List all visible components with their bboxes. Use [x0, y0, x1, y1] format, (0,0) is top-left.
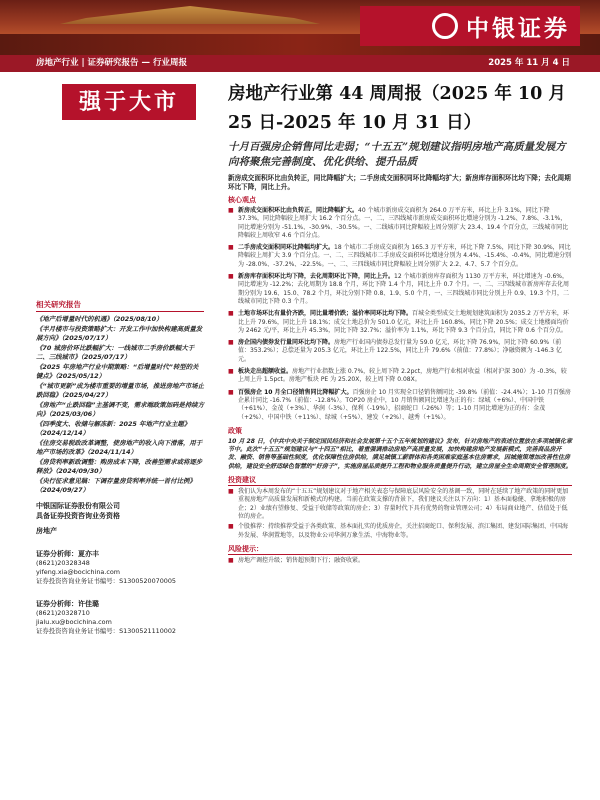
rating-badge: 强于大市 [62, 84, 196, 120]
analyst-email[interactable]: yifeng.xia@bocichina.com [36, 568, 120, 576]
related-item[interactable]: 《半月楼市与投资策略扩大：开发工作中加快构建高质量发展方向》（2025/07/17） [36, 325, 203, 342]
main-content [228, 80, 572, 567]
company-name: 中银国际证券股份有限公司 具备证券投资咨询业务资格 [36, 502, 120, 520]
invest-item: ■ 个股推荐：持续推荐受益于各类政策、基本面扎实的优质房企，关注招商蛇口、保利发展、滨江集团、建发国际集团、中国海外发展、华润置地等，以及物业公司华润万象生活、中海物业等。 [228, 523, 572, 540]
risk-title: 风险提示： [228, 544, 572, 555]
category-bar [0, 55, 600, 72]
point-text: 百强房企 10 月实现全口径销售额同比 -39.8%（前值：-24.4%）；1-10 月百强房企累计同比 -16.7%（前值：-12.8%）。TOP20 房企中，10 月销售额同比增速为正的有：绿城（+6%）、中国中铁（+61%）、金茂（+3%）、华润（-3%）、保利（-19%），招商蛇口（-26%）等；1-10 月同比增速为正的有：金茂（+2%）、中国中铁（+11%）、绿城（+5%）、建发（+2%）、越秀（+1%）。 [238, 388, 571, 421]
point-bold: 新房库存面积环比均下降，去化周期环比下降，同比上升。 [238, 273, 395, 281]
brand-name: 中银证券 [466, 15, 570, 42]
point-bold: 二手房成交面积同环比降幅均扩大。 [238, 244, 335, 252]
point-item [228, 310, 572, 335]
analyst-cert: 证券投资咨询业务证书编号：S1300521110002 [36, 627, 176, 635]
point-text: 18 个城市二手房成交面积为 165.3 万平方米，环比下降 7.5%，同比下降 30.9%，同比降幅较上周扩大 3.9 个百分点。一、二、三四线城市二手房成交面积环比增速分别为 4.4%、-15.4%、-0.4%，同比增速分别为 -28.0%、-37.2%、-22.5%。一、二、三四线城市同比降幅较上周分别扩大 2.2、4.7、5.7 个百分点。 [238, 244, 572, 268]
point-text: 40 个城市新房成交面积为 264.0 万平方米，环比上升 3.1%，同比下降 37.3%，同比降幅较上周扩大 16.2 个百分点。一、二、三四线城市新房成交面积环比增速分别为 -1.2%、7.8%、-3.1%，同比增速分别为 -51.1%、-30.9%、-30.5%。一、二线城市同比降幅较上周分别扩大 23.4、19.4 个百分点，三线城市同比降幅较上周收窄 4.6 个百分点。 [238, 207, 569, 239]
point-item [228, 207, 572, 240]
report-subtitle: 十月百强房企销售同比走弱；“十五五”规划建议指明房地产高质量发展方向将聚焦完善制度、优化供给、提升品质 [228, 141, 566, 168]
sidebar [36, 300, 204, 636]
point-item [228, 273, 572, 306]
policy-title: 政策 [228, 426, 242, 435]
point-item [228, 339, 572, 364]
invest-title: 投资建议 [228, 475, 572, 486]
boc-logo-icon [432, 13, 458, 39]
policy-text: 10 月 28 日，《中共中央关于制定国民经济和社会发展第十五个五年规划的建议》发布，针对房地产的表述位置放在多项城镇化章节中。此次“十五五”规划建议与“十四五”相比，着重强调推动房地产高质量发展，加快构建房地产发展新模式，完善商品房开发、融资、销售等基础性制度，优化保障性住房供给，满足城镇工薪群体和各类困难家庭基本住房需求，因城施策增加改善性住房供给，建设安全舒适绿色智慧的“好房子”，实施房屋品质提升工程和物业服务质量提升行动，建立房屋全生命周期安全管理制度。 [228, 437, 572, 470]
related-item[interactable]: 《央行征求意见稿：下调存量房贷利率并统一首付比例》（2024/09/27） [36, 477, 196, 494]
analyst-email[interactable]: jialu.xu@bocichina.com [36, 618, 112, 626]
point-text: 房地产行业指数上涨 0.7%，较上周下降 2.2pct，房地产行业相对收益（相对沪深 300）为 -0.3%，较上周上升 1.5pct。房地产板块 PE 为 25.20X，较上周下降 0.08X。 [238, 368, 567, 384]
invest-item: ■ 我们认为本周发布的“十五五”规划建议对于地产相关表态与保障底层风险安全的基调一致，同时在延续了地产政策的同时更加重视房地产高质量发展和新模式的构建。当前在政策支撑的背景下，我们建议关注以下方向：1）基本面稳健、拿地积极的房企；2）业绩有望修复、受益于收储等政策的房企；3）存量时代下具有优势的物业管理公司；4）布局商业地产、估值处于低位的房企。 [228, 488, 572, 521]
analyst-name: 证券分析师：夏亦丰 [36, 550, 99, 558]
related-item[interactable]: 《住房交易税政改革调整，使房地产的收入向下滑落，用于地产市场的改革》（2024/11/14） [36, 439, 203, 456]
palace-roof-image [60, 6, 320, 36]
analyst-phone: (8621)20328710 [36, 609, 90, 617]
related-item[interactable]: 《“城市更新”成为楼市重要的增量市场，推进房地产市场止跌回稳》（2025/04/27） [36, 382, 204, 399]
point-text: 房地产行业国内债券总发行量为 59.0 亿元，环比下降 76.9%，同比下降 60.9%（前值：353.2%）；总偿还量为 205.3 亿元，环比上升 122.5%，同比上升 79.6%（前值：77.8%）；净融资额为 -146.3 亿元。 [238, 339, 562, 363]
core-title: 核心观点 [228, 196, 256, 204]
related-item[interactable]: 《四季度大、收储与解冻新：2025 年地产行业主题》（2024/12/14） [36, 420, 191, 437]
point-bold: 板块走出超额收益。 [238, 368, 293, 376]
related-item[interactable]: 《房贷利率新政调整：购房成本下降，改善型需求或将逐步释放》（2024/09/30） [36, 458, 203, 475]
point-text: 百城全类型成交土地规划建筑面积为 2035.2 万平方米，环比上升 79.6%，同比上升 18.1%；成交土地总价为 501.0 亿元，环比上升 160.8%，同比下降 20.5%；成交土地楼面均价为 2462 元/平，环比上升 45.3%，同比下降 32.7%；溢价率为 1.1%，环比下降 9.3 个百分点，同比下降 0.6 个百分点。 [238, 310, 569, 334]
point-bold: 百强房企 10 月全口径销售同比降幅扩大。 [238, 388, 353, 396]
related-title: 相关研究报告 [36, 300, 204, 312]
related-item[interactable]: 《70 城房价环比跌幅扩大：一线城市二手房价跌幅大于二、三线城市》（2025/07/17） [36, 344, 195, 361]
brand-logo [360, 6, 580, 46]
point-text: 12 个城市新房库存面积为 1130 万平方米，环比增速为 -0.6%，同比增速为 -12.2%；去化周期为 18.8 个月，环比下降 1.4 个月，同比上升 0.7 个月。一、二、三四线城市新房库存去化周期分别为 19.6、15.0、78.2 个月，环比分别下降 0.8、1.9、5.0 个月，一、三四线城市同比分别上升 0.9、19.3 个月，二线城市同比下降 0.3 个月。 [238, 273, 570, 305]
analyst-phone: (8621)20328348 [36, 559, 90, 567]
related-item[interactable]: 《2025 年房地产行业中期策略：“后增量时代”转型的关键点》（2025/05/12） [36, 363, 199, 380]
report-category: 房地产行业 | 证券研究报告 — 行业周报 [36, 58, 187, 68]
point-bold: 土地市场环比有量价齐跌，同比量增价跌；溢价率同环比均下降。 [238, 310, 413, 318]
point-item [228, 389, 572, 422]
report-lead: 新房成交面积环比由负转正，同比降幅扩大；二手房成交面积同环比降幅均扩大；新房库存面积环比均下降；去化周期环比下降，同比上升。 [228, 174, 571, 191]
point-bold: 新房成交面积环比由负转正，同比降幅扩大。 [238, 207, 359, 214]
related-item[interactable]: 《房地产“止跌回稳”主基调不变，需求端政策加码是持续方向》（2025/03/06） [36, 401, 204, 418]
analyst-name: 证券分析师：许佳璐 [36, 600, 99, 608]
point-item [228, 244, 572, 269]
related-list [36, 315, 204, 495]
related-item[interactable]: 《地产后增量时代的机遇》（2025/08/10） [36, 315, 163, 323]
header-banner [0, 0, 600, 55]
report-date: 2025 年 11 月 4 日 [488, 58, 570, 68]
point-bold: 房企国内债券发行量同环比均下降。 [238, 339, 335, 347]
report-title: 房地产行业第 44 周周报（2025 年 10 月 25 日-2025 年 10 月 31 日） [228, 84, 566, 133]
point-item [228, 368, 572, 385]
industry-label: 房地产 [36, 527, 57, 535]
risk-item: ■ 房地产调控升级；销售超预期下行；融资收紧。 [228, 557, 572, 565]
analyst-cert: 证券投资咨询业务证书编号：S1300520070005 [36, 577, 176, 585]
